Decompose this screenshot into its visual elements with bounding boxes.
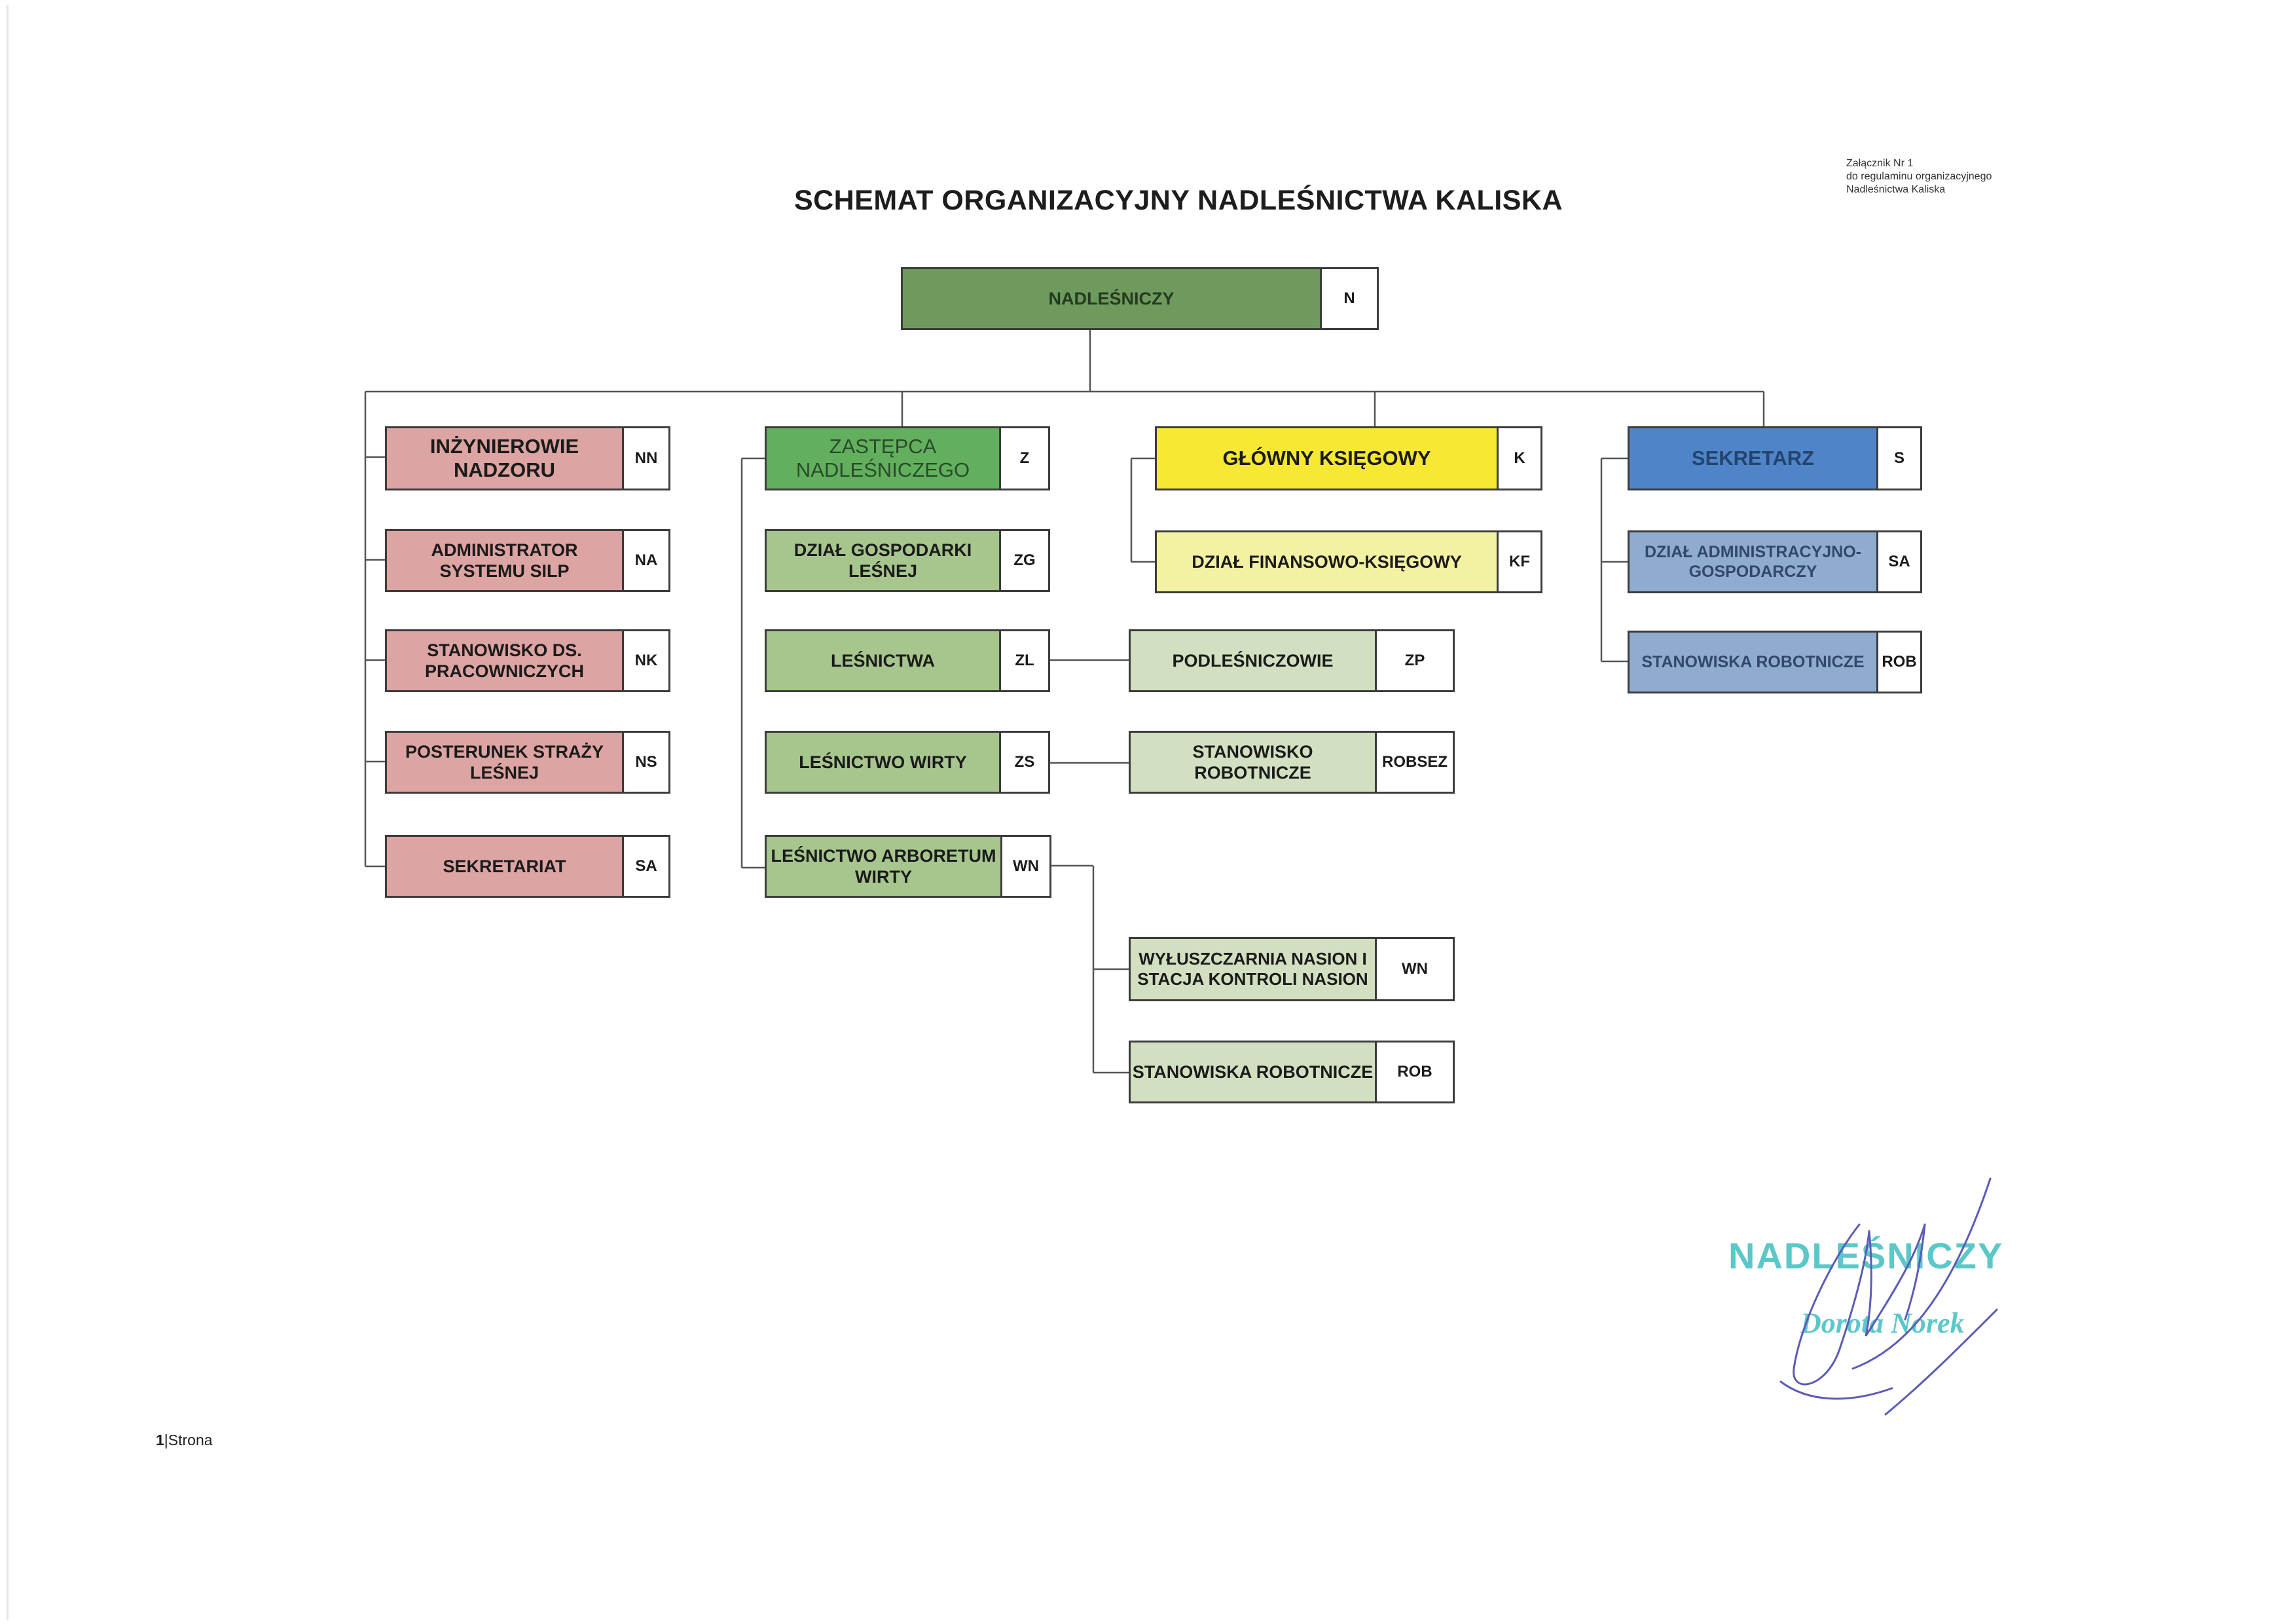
node-label: LEŚNICTWO ARBORETUM WIRTY bbox=[767, 837, 1002, 896]
node-code: ROB bbox=[1878, 633, 1920, 692]
node-lesnictwa bbox=[765, 629, 1050, 692]
node-label: DZIAŁ ADMINISTRACYJNO-GOSPODARCZY bbox=[1630, 532, 1878, 591]
node-label: STANOWISKO DS. PRACOWNICZYCH bbox=[387, 631, 624, 690]
node-glowny-ksiegowy bbox=[1155, 426, 1542, 490]
node-administrator-silp bbox=[385, 529, 670, 592]
node-code: KF bbox=[1499, 532, 1540, 591]
page-title: SCHEMAT ORGANIZACYJNY NADLEŚNICTWA KALISKA bbox=[793, 185, 1563, 216]
stamp-title: NADLEŚNICZY bbox=[1728, 1235, 2004, 1276]
node-posterunek-strazy bbox=[385, 731, 670, 794]
node-stanowiska-robotnicze-wn bbox=[1129, 1041, 1455, 1103]
node-label: GŁÓWNY KSIĘGOWY bbox=[1157, 428, 1499, 489]
node-nadlesniczy bbox=[901, 267, 1379, 330]
node-wyluszczarnia bbox=[1129, 937, 1455, 1001]
node-podlesniczowie bbox=[1129, 629, 1455, 692]
node-code: NA bbox=[624, 531, 668, 590]
node-label: LEŚNICTWO WIRTY bbox=[767, 733, 1001, 792]
annex-line-3: Nadleśnictwa Kaliska bbox=[1846, 184, 1946, 195]
node-code: NN bbox=[624, 428, 668, 489]
node-zastepca bbox=[765, 426, 1050, 490]
page-footer bbox=[156, 1431, 213, 1449]
node-label: DZIAŁ FINANSOWO-KSIĘGOWY bbox=[1157, 532, 1499, 591]
node-inzynierowie-nadzoru bbox=[385, 426, 670, 490]
signature-icon bbox=[1755, 1153, 2030, 1428]
node-code: Z bbox=[1001, 428, 1048, 489]
node-code: ZP bbox=[1377, 631, 1453, 690]
page-number: 1 bbox=[156, 1431, 164, 1449]
node-label: SEKRETARZ bbox=[1630, 428, 1878, 489]
node-code: ZS bbox=[1001, 733, 1048, 792]
node-code: WN bbox=[1377, 939, 1453, 999]
node-sekretarz bbox=[1628, 426, 1922, 490]
node-label: NADLEŚNICZY bbox=[903, 269, 1322, 328]
node-dzial-finansowo-ksiegowy bbox=[1155, 530, 1542, 593]
node-label: PODLEŚNICZOWIE bbox=[1131, 631, 1377, 690]
node-arboretum-wirty bbox=[765, 835, 1051, 898]
node-label: LEŚNICTWA bbox=[767, 631, 1001, 690]
node-label: ZASTĘPCA NADLEŚNICZEGO bbox=[767, 428, 1001, 489]
node-dzial-administracyjno-gospodarczy bbox=[1628, 530, 1922, 593]
node-code: S bbox=[1878, 428, 1920, 489]
node-stanowisko-robotnicze-sez bbox=[1129, 731, 1455, 794]
node-code: ZL bbox=[1001, 631, 1048, 690]
node-code: ZG bbox=[1001, 531, 1048, 590]
node-label: DZIAŁ GOSPODARKI LEŚNEJ bbox=[767, 531, 1001, 590]
node-label: WYŁUSZCZARNIA NASION I STACJA KONTROLI NASION bbox=[1131, 939, 1377, 999]
node-dzial-gospodarki bbox=[765, 529, 1050, 592]
node-code: ROB bbox=[1377, 1043, 1453, 1101]
node-code: ROBSEZ bbox=[1377, 733, 1453, 792]
node-label: POSTERUNEK STRAŻY LEŚNEJ bbox=[387, 733, 624, 792]
node-label: STANOWISKO ROBOTNICZE bbox=[1131, 733, 1377, 792]
node-label: INŻYNIEROWIE NADZORU bbox=[387, 428, 624, 489]
stamp-name: Dorota Norek bbox=[1800, 1307, 1965, 1339]
annex-line-2: do regulaminu organizacyjnego bbox=[1846, 171, 1992, 182]
node-code: N bbox=[1322, 269, 1377, 328]
node-lesnictwo-wirty bbox=[765, 731, 1050, 794]
node-code: WN bbox=[1002, 837, 1049, 896]
node-code: SA bbox=[624, 837, 668, 896]
node-label: STANOWISKA ROBOTNICZE bbox=[1131, 1043, 1377, 1101]
node-stanowiska-robotnicze-s bbox=[1628, 631, 1922, 693]
page-label: |Strona bbox=[164, 1431, 213, 1449]
node-label: ADMINISTRATOR SYSTEMU SILP bbox=[387, 531, 624, 590]
node-code: NK bbox=[624, 631, 668, 690]
node-code: NS bbox=[624, 733, 668, 792]
node-sekretariat bbox=[385, 835, 670, 898]
node-stanowisko-pracowniczych bbox=[385, 629, 670, 692]
node-code: SA bbox=[1878, 532, 1920, 591]
node-label: STANOWISKA ROBOTNICZE bbox=[1630, 633, 1878, 692]
annex-line-1: Załącznik Nr 1 bbox=[1846, 158, 1914, 169]
node-label: SEKRETARIAT bbox=[387, 837, 624, 896]
node-code: K bbox=[1499, 428, 1540, 489]
